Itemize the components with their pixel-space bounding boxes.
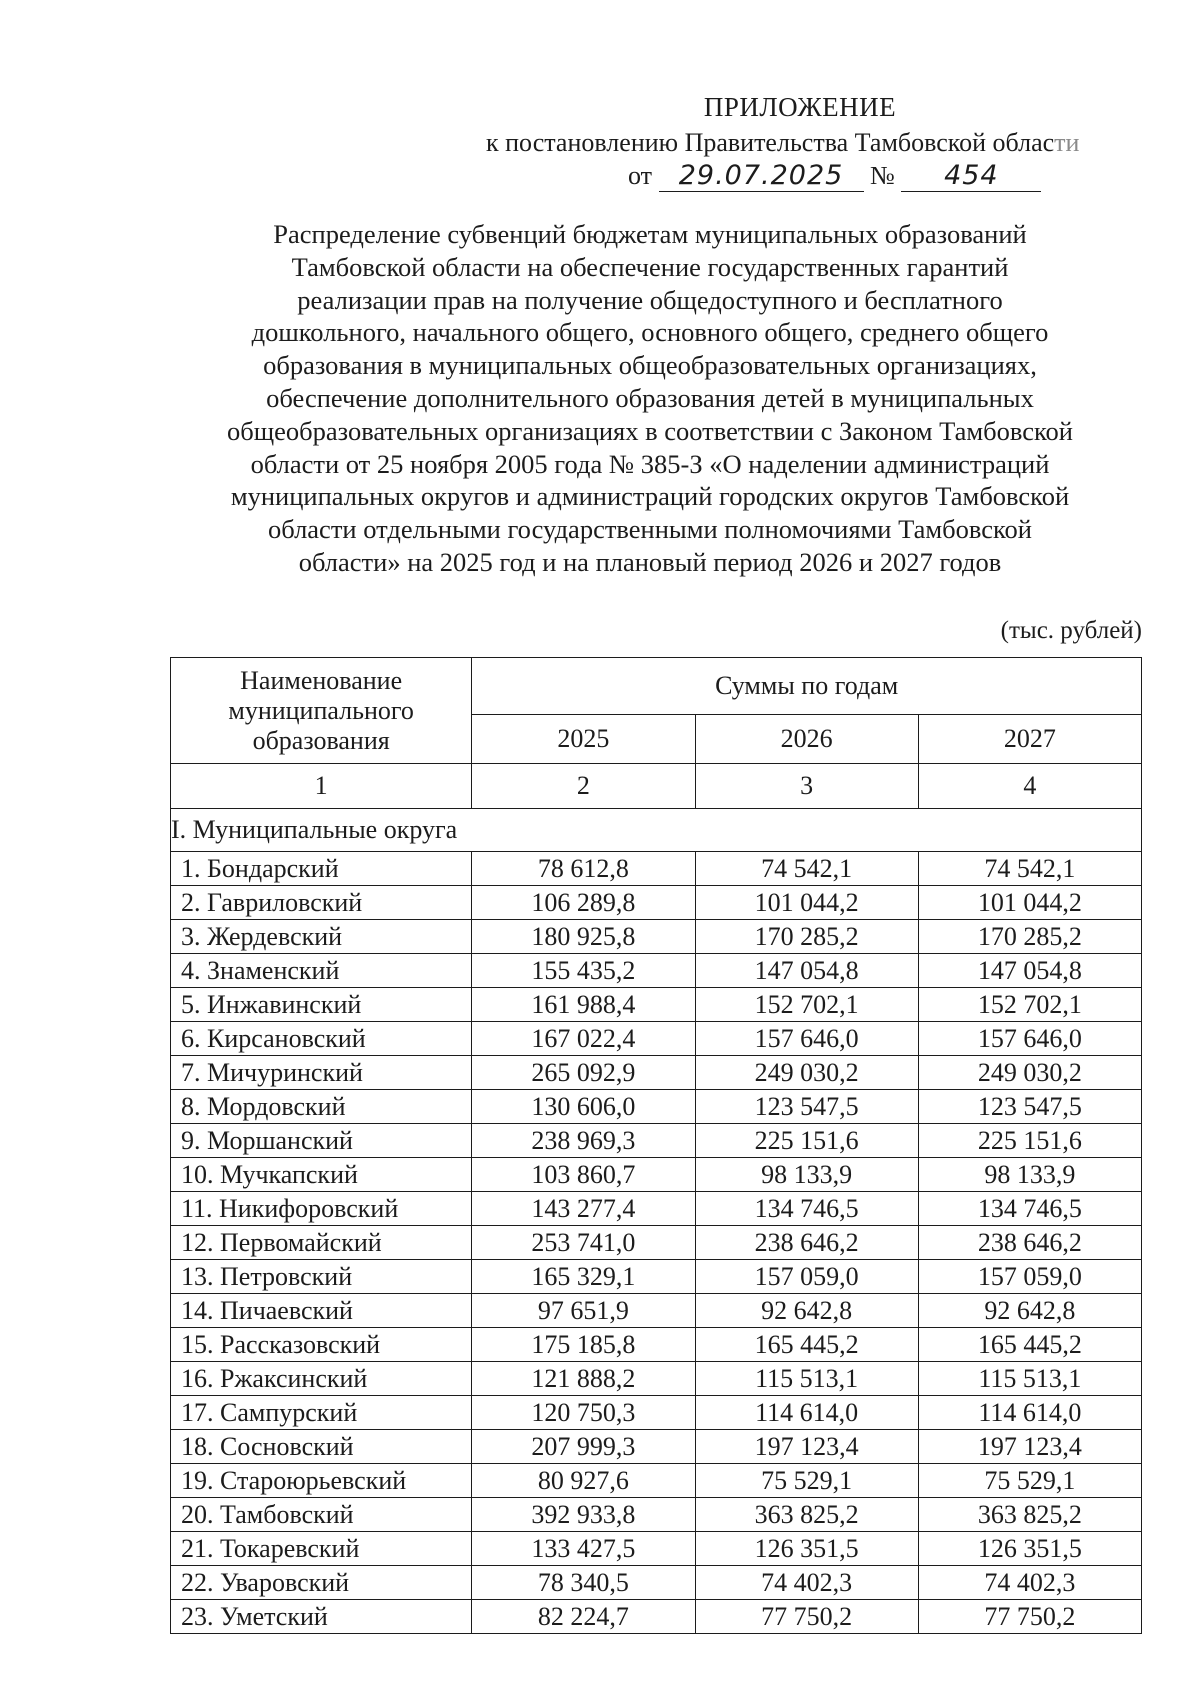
value-2027-cell: 238 646,2 [918, 1226, 1141, 1260]
district-name-cell: 6. Кирсановский [171, 1022, 472, 1056]
district-name-cell: 5. Инжавинский [171, 988, 472, 1022]
value-2026-cell: 75 529,1 [695, 1464, 918, 1498]
value-2025-cell: 133 427,5 [472, 1532, 695, 1566]
value-2026-cell: 152 702,1 [695, 988, 918, 1022]
value-2026-cell: 74 542,1 [695, 852, 918, 886]
document-title-line: общеобразовательных организациях в соответствии с Законом Тамбовской [226, 415, 1073, 446]
district-name-cell: 19. Староюрьевский [171, 1464, 472, 1498]
column-header-sums: Суммы по годам [472, 658, 1142, 715]
handwritten-number: 454 [901, 161, 1041, 192]
table-row [171, 1294, 1142, 1328]
document-title-line: муниципальных округов и администраций городских округов Тамбовской [230, 481, 1070, 512]
value-2025-cell: 161 988,4 [472, 988, 695, 1022]
value-2025-cell: 167 022,4 [472, 1022, 695, 1056]
value-2025-cell: 143 277,4 [472, 1192, 695, 1226]
column-header-year: 2026 [695, 715, 918, 764]
district-name-cell: 16. Ржаксинский [171, 1362, 472, 1396]
value-2027-cell: 75 529,1 [918, 1464, 1141, 1498]
value-2027-cell: 197 123,4 [918, 1430, 1141, 1464]
table-row [171, 1430, 1142, 1464]
decree-reference-text: к постановлению Правительства Тамбовской облас [486, 128, 1055, 157]
table-row [171, 1124, 1142, 1158]
value-2025-cell: 155 435,2 [472, 954, 695, 988]
subvention-table [170, 657, 1142, 1634]
value-2025-cell: 175 185,8 [472, 1328, 695, 1362]
value-2025-cell: 82 224,7 [472, 1600, 695, 1634]
column-header-year: 2027 [918, 715, 1141, 764]
table-row [171, 1022, 1142, 1056]
table-row [171, 1226, 1142, 1260]
value-2026-cell: 123 547,5 [695, 1090, 918, 1124]
value-2026-cell: 157 059,0 [695, 1260, 918, 1294]
value-2026-cell: 77 750,2 [695, 1600, 918, 1634]
district-name-cell: 18. Сосновский [171, 1430, 472, 1464]
value-2025-cell: 103 860,7 [472, 1158, 695, 1192]
document-title-line: области отдельными государственными полномочиями Тамбовской [268, 514, 1032, 545]
value-2027-cell: 249 030,2 [918, 1056, 1141, 1090]
value-2025-cell: 180 925,8 [472, 920, 695, 954]
value-2027-cell: 77 750,2 [918, 1600, 1141, 1634]
district-name-cell: 15. Рассказовский [171, 1328, 472, 1362]
value-2026-cell: 249 030,2 [695, 1056, 918, 1090]
value-2026-cell: 74 402,3 [695, 1566, 918, 1600]
document-title-line: Распределение субвенций бюджетам муниципальных образований [273, 219, 1027, 249]
document-title-line: реализации прав на получение общедоступного и бесплатного [297, 284, 1003, 315]
table-row [171, 1056, 1142, 1090]
value-2025-cell: 238 969,3 [472, 1124, 695, 1158]
number-sign: № [870, 161, 895, 190]
table-row [171, 1090, 1142, 1124]
table-row [171, 1328, 1142, 1362]
table-row [171, 1158, 1142, 1192]
value-2027-cell: 92 642,8 [918, 1294, 1141, 1328]
decree-reference-faded-tail: ти [1054, 128, 1080, 157]
value-2025-cell: 392 933,8 [472, 1498, 695, 1532]
district-name-cell: 21. Токаревский [171, 1532, 472, 1566]
table-row [171, 852, 1142, 886]
value-2026-cell: 114 614,0 [695, 1396, 918, 1430]
value-2027-cell: 74 402,3 [918, 1566, 1141, 1600]
value-2025-cell: 120 750,3 [472, 1396, 695, 1430]
value-2025-cell: 121 888,2 [472, 1362, 695, 1396]
column-header-year: 2025 [472, 715, 695, 764]
value-2026-cell: 147 054,8 [695, 954, 918, 988]
value-2027-cell: 170 285,2 [918, 920, 1141, 954]
district-name-cell: 1. Бондарский [171, 852, 472, 886]
value-2026-cell: 126 351,5 [695, 1532, 918, 1566]
table-row [171, 1260, 1142, 1294]
value-2026-cell: 134 746,5 [695, 1192, 918, 1226]
document-title-line: области» на 2025 год и на плановый период 2026 и 2027 годов [298, 546, 1002, 577]
value-2025-cell: 78 340,5 [472, 1566, 695, 1600]
table-row [171, 1396, 1142, 1430]
value-2027-cell: 101 044,2 [918, 886, 1141, 920]
value-2027-cell: 98 133,9 [918, 1158, 1141, 1192]
district-name-cell: 11. Никифоровский [171, 1192, 472, 1226]
handwritten-date: 29.07.2025 [659, 161, 864, 192]
district-name-cell: 12. Первомайский [171, 1226, 472, 1260]
column-number: 3 [695, 764, 918, 809]
value-2027-cell: 123 547,5 [918, 1090, 1141, 1124]
appendix-title: ПРИЛОЖЕНИЕ [703, 92, 897, 122]
document-title-line: дошкольного, начального общего, основного общего, среднего общего [251, 317, 1049, 348]
column-number: 1 [171, 764, 472, 809]
value-2026-cell: 115 513,1 [695, 1362, 918, 1396]
district-name-cell: 9. Моршанский [171, 1124, 472, 1158]
section-title: I. Муниципальные округа [171, 809, 1142, 852]
district-name-cell: 8. Мордовский [171, 1090, 472, 1124]
value-2025-cell: 253 741,0 [472, 1226, 695, 1260]
value-2025-cell: 165 329,1 [472, 1260, 695, 1294]
table-row [171, 920, 1142, 954]
table-row [171, 1600, 1142, 1634]
district-name-cell: 4. Знаменский [171, 954, 472, 988]
district-name-cell: 3. Жердевский [171, 920, 472, 954]
value-2025-cell: 130 606,0 [472, 1090, 695, 1124]
value-2026-cell: 197 123,4 [695, 1430, 918, 1464]
decree-date-line [628, 161, 1041, 192]
value-2025-cell: 106 289,8 [472, 886, 695, 920]
value-2026-cell: 238 646,2 [695, 1226, 918, 1260]
value-2026-cell: 92 642,8 [695, 1294, 918, 1328]
value-2025-cell: 97 651,9 [472, 1294, 695, 1328]
value-2027-cell: 115 513,1 [918, 1362, 1141, 1396]
value-2026-cell: 225 151,6 [695, 1124, 918, 1158]
district-name-cell: 17. Сампурский [171, 1396, 472, 1430]
value-2027-cell: 225 151,6 [918, 1124, 1141, 1158]
value-2025-cell: 207 999,3 [472, 1430, 695, 1464]
value-2027-cell: 157 646,0 [918, 1022, 1141, 1056]
table-row [171, 988, 1142, 1022]
value-2027-cell: 126 351,5 [918, 1532, 1141, 1566]
value-2026-cell: 98 133,9 [695, 1158, 918, 1192]
value-2027-cell: 152 702,1 [918, 988, 1141, 1022]
decree-reference [486, 128, 1079, 158]
column-header-name: Наименование муниципального образования [171, 658, 472, 764]
table-row [171, 1566, 1142, 1600]
table-row [171, 886, 1142, 920]
table-row [171, 1192, 1142, 1226]
district-name-cell: 13. Петровский [171, 1260, 472, 1294]
district-name-cell: 23. Уметский [171, 1600, 472, 1634]
table-row [171, 1498, 1142, 1532]
value-2026-cell: 165 445,2 [695, 1328, 918, 1362]
district-name-cell: 7. Мичуринский [171, 1056, 472, 1090]
document-title-line: обеспечение дополнительного образования детей в муниципальных [266, 382, 1034, 413]
units-note: (тыс. рублей) [1000, 617, 1142, 644]
column-number: 2 [472, 764, 695, 809]
document-title-line: области от 25 ноября 2005 года № 385-З «О наделении администраций [250, 448, 1050, 479]
document-title-line: Тамбовской области на обеспечение государственных гарантий [291, 251, 1009, 282]
value-2027-cell: 157 059,0 [918, 1260, 1141, 1294]
district-name-cell: 10. Мучкапский [171, 1158, 472, 1192]
district-name-cell: 20. Тамбовский [171, 1498, 472, 1532]
value-2027-cell: 165 445,2 [918, 1328, 1141, 1362]
table-row [171, 1362, 1142, 1396]
value-2027-cell: 134 746,5 [918, 1192, 1141, 1226]
value-2025-cell: 265 092,9 [472, 1056, 695, 1090]
value-2026-cell: 101 044,2 [695, 886, 918, 920]
value-2026-cell: 363 825,2 [695, 1498, 918, 1532]
value-2027-cell: 114 614,0 [918, 1396, 1141, 1430]
table-row [171, 1464, 1142, 1498]
value-2025-cell: 80 927,6 [472, 1464, 695, 1498]
value-2026-cell: 157 646,0 [695, 1022, 918, 1056]
date-prefix: от [628, 161, 653, 190]
value-2025-cell: 78 612,8 [472, 852, 695, 886]
district-name-cell: 14. Пичаевский [171, 1294, 472, 1328]
table-row [171, 1532, 1142, 1566]
value-2027-cell: 147 054,8 [918, 954, 1141, 988]
district-name-cell: 2. Гавриловский [171, 886, 472, 920]
document-title [160, 218, 1140, 579]
value-2027-cell: 363 825,2 [918, 1498, 1141, 1532]
column-number: 4 [918, 764, 1141, 809]
value-2027-cell: 74 542,1 [918, 852, 1141, 886]
table-row [171, 954, 1142, 988]
value-2026-cell: 170 285,2 [695, 920, 918, 954]
district-name-cell: 22. Уваровский [171, 1566, 472, 1600]
document-title-line: образования в муниципальных общеобразовательных организациях, [263, 350, 1037, 381]
